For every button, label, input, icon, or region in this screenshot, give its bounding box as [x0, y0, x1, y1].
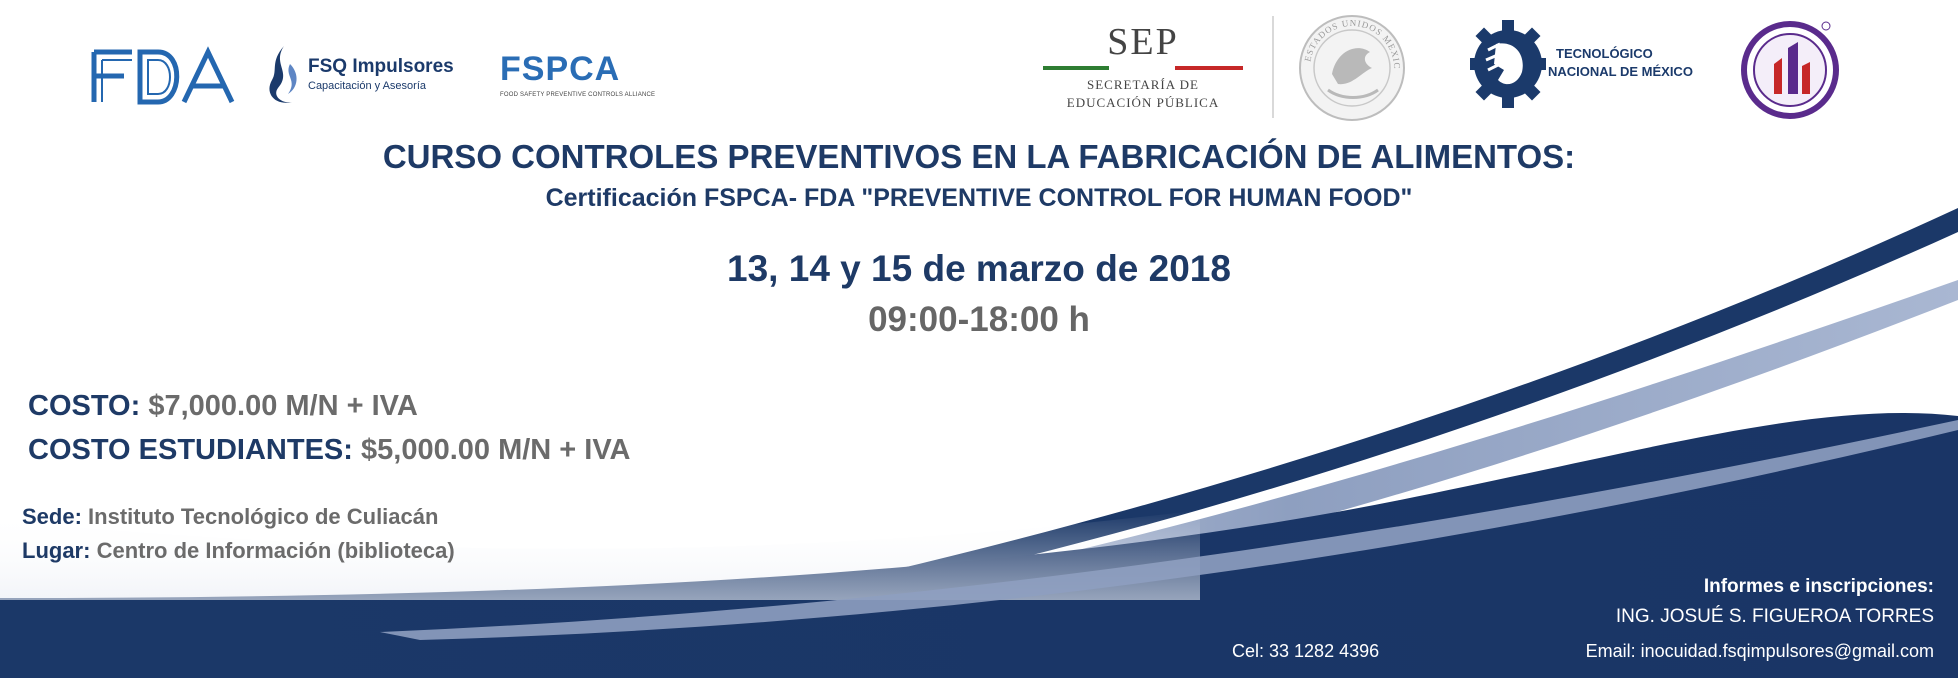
fsq-impulsores-logo: [262, 42, 472, 114]
venue-lugar-value: Centro de Información (biblioteca): [96, 538, 455, 563]
sep-flag-bars: [1043, 66, 1243, 70]
contact-email[interactable]: Email: inocuidad.fsqimpulsores@gmail.com: [1585, 641, 1934, 661]
fspca-word: FSPCA: [500, 50, 621, 88]
sep-line-2: EDUCACIÓN PÚBLICA: [1066, 95, 1220, 110]
fspca-tag: FOOD SAFETY PREVENTIVE CONTROLS ALLIANCE: [500, 92, 656, 98]
cost-general: [28, 390, 418, 423]
venue-lugar: [22, 538, 455, 564]
course-hours-text: 09:00-18:00 h: [868, 300, 1090, 339]
sep-word: SEP: [1107, 21, 1179, 63]
itc-seal-icon: [1740, 14, 1840, 120]
course-dates: 13, 14 y 15 de marzo de 2018: [727, 248, 1231, 289]
fda-logo-icon: [88, 44, 236, 110]
fsq-name: FSQ Impulsores: [308, 56, 454, 77]
venue-lugar-label: Lugar:: [22, 538, 91, 563]
cost-general-label: COSTO:: [28, 390, 141, 422]
cost-students-label: COSTO ESTUDIANTES:: [28, 434, 353, 466]
fspca-logo: [500, 48, 656, 108]
venue-sede-label: Sede:: [22, 504, 82, 529]
tecnm-logo: [1470, 14, 1710, 114]
logo-divider: [1272, 16, 1274, 118]
sep-logo: [1040, 18, 1246, 118]
contact-cel: Cel: 33 1282 4396: [1232, 641, 1380, 661]
tecnm-line-2: NACIONAL DE MÉXICO: [1548, 64, 1693, 79]
cost-students-value: $5,000.00 M/N + IVA: [361, 434, 631, 466]
flame-icon: [262, 44, 302, 108]
tecnm-line-1: TECNOLÓGICO: [1556, 46, 1653, 61]
venue-sede-value: Instituto Tecnológico de Culiacán: [88, 504, 439, 529]
fda-logo: [88, 44, 236, 110]
gear-head-icon: [1470, 14, 1546, 114]
national-seal-logo: [1292, 12, 1412, 124]
venue-sede: [22, 504, 438, 530]
contact-title: Informes e inscripciones:: [1703, 576, 1934, 597]
course-title: CURSO CONTROLES PREVENTIVOS EN LA FABRICACIÓN DE ALIMENTOS:: [382, 138, 1576, 175]
national-seal-icon: [1292, 12, 1412, 124]
sep-line-1: SECRETARÍA DE: [1087, 77, 1199, 92]
itc-seal-logo: [1740, 14, 1840, 120]
contact-name: ING. JOSUÉ S. FIGUEROA TORRES: [1615, 606, 1934, 627]
course-hours: [0, 300, 1958, 340]
cost-general-value: $7,000.00 M/N + IVA: [148, 390, 418, 422]
fsq-sub: Capacitación y Asesoría: [308, 80, 427, 92]
seal-text: ESTADOS UNIDOS MEXIC: [1302, 17, 1403, 70]
course-subtitle: Certificación FSPCA- FDA "PREVENTIVE CONTROL FOR HUMAN FOOD": [545, 184, 1413, 212]
cost-students: [28, 434, 630, 467]
